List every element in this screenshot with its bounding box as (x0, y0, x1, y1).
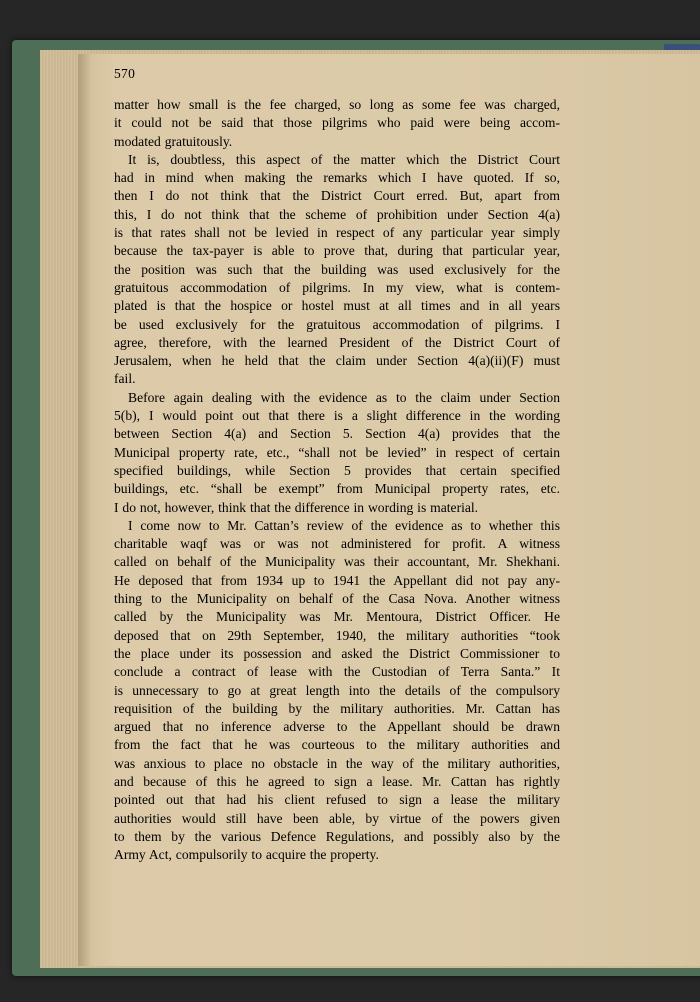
text-line: is that rates shall not be levied in respect of any particular year simply (114, 225, 560, 241)
text-line: fail. (114, 371, 136, 387)
text-line: plated is that the hospice or hostel must at all times and in all years (114, 298, 560, 314)
text-line: It is, doubtless, this aspect of the matter which the District Court (128, 151, 560, 167)
text-line: requisition of the building by the military authorities. Mr. Cattan has (114, 700, 560, 716)
text-line: pointed out that had his client refused to sign a lease the military (114, 792, 560, 808)
paragraph (114, 151, 560, 389)
text-line: is unnecessary to go at great length into the details of the compulsory (114, 682, 560, 698)
text-line: 5(b), I would point out that there is a slight difference in the wording (114, 408, 560, 424)
text-line: I come now to Mr. Cattan’s review of the evidence as to whether this (128, 517, 560, 533)
text-line: the place under its possession and asked the District Commissioner to (114, 645, 560, 661)
text-line: be used exclusively for the gratuitous accommodation of pilgrims. I (114, 316, 560, 332)
text-line: then I do not think that the District Court erred. But, apart from (114, 188, 560, 204)
text-line: argued that no inference adverse to the Appellant should be drawn (114, 719, 560, 735)
paragraph (114, 517, 560, 865)
text-line: gratuitous accommodation of pilgrims. In my view, what is contem- (114, 279, 560, 295)
text-line: Municipal property rate, etc., “shall not be levied” in respect of certain (114, 444, 560, 460)
text-line: it could not be said that those pilgrims who paid were being accom- (114, 115, 560, 131)
text-line: authorities would still have been able, by virtue of the powers given (114, 810, 560, 826)
text-line: to them by the various Defence Regulations, and possibly also by the (114, 828, 560, 844)
text-line: Jerusalem, when he held that the claim under Section 4(a)(ii)(F) must (114, 353, 560, 369)
text-line: between Section 4(a) and Section 5. Section 4(a) provides that the (114, 426, 560, 442)
text-line: buildings, etc. “shall be exempt” from Municipal property rates, etc. (114, 481, 560, 497)
text-line: called on behalf of the Municipality was their accountant, Mr. Shekhani. (114, 554, 560, 570)
text-line: matter how small is the fee charged, so long as some fee was charged, (114, 97, 560, 112)
text-line: He deposed that from 1934 up to 1941 the Appellant did not pay any- (114, 572, 560, 588)
text-line: and because of this he agreed to sign a lease. Mr. Cattan has rightly (114, 773, 560, 789)
text-line: deposed that on 29th September, 1940, the military authorities “took (114, 627, 560, 643)
text-line: Army Act, compulsorily to acquire the property. (114, 847, 379, 863)
text-line: from the fact that he was courteous to the military authorities and (114, 737, 560, 753)
text-line: specified buildings, while Section 5 provides that certain specified (114, 462, 560, 478)
text-line: charitable waqf was or was not administered for profit. A witness (114, 536, 560, 552)
text-line: the position was such that the building was used exclusively for the (114, 261, 560, 277)
text-line: had in mind when making the remarks which I have quoted. If so, (114, 170, 560, 186)
text-line: thing to the Municipality on behalf of the Casa Nova. Another witness (114, 591, 560, 607)
gutter-shadow (78, 54, 92, 966)
page-body-text (114, 96, 560, 864)
text-line: this, I do not think that the scheme of prohibition under Section 4(a) (114, 206, 560, 222)
paragraph (114, 96, 560, 151)
text-line: called by the Municipality was Mr. Mentoura, District Officer. He (114, 609, 560, 625)
text-line: I do not, however, think that the difference in wording is material. (114, 499, 479, 515)
text-line: modated gratuitously. (114, 133, 233, 149)
page-number: 570 (114, 66, 136, 81)
text-line: Before again dealing with the evidence as to the claim under Section (128, 389, 560, 405)
text-line: was anxious to place no obstacle in the way of the military authorities, (114, 755, 560, 771)
text-line: agree, therefore, with the learned President of the District Court of (114, 334, 560, 350)
text-line: because the tax-payer is able to prove that, during that particular year, (114, 243, 560, 259)
paragraph (114, 389, 560, 517)
text-line: conclude a contract of lease with the Custodian of Terra Santa.” It (114, 664, 560, 680)
